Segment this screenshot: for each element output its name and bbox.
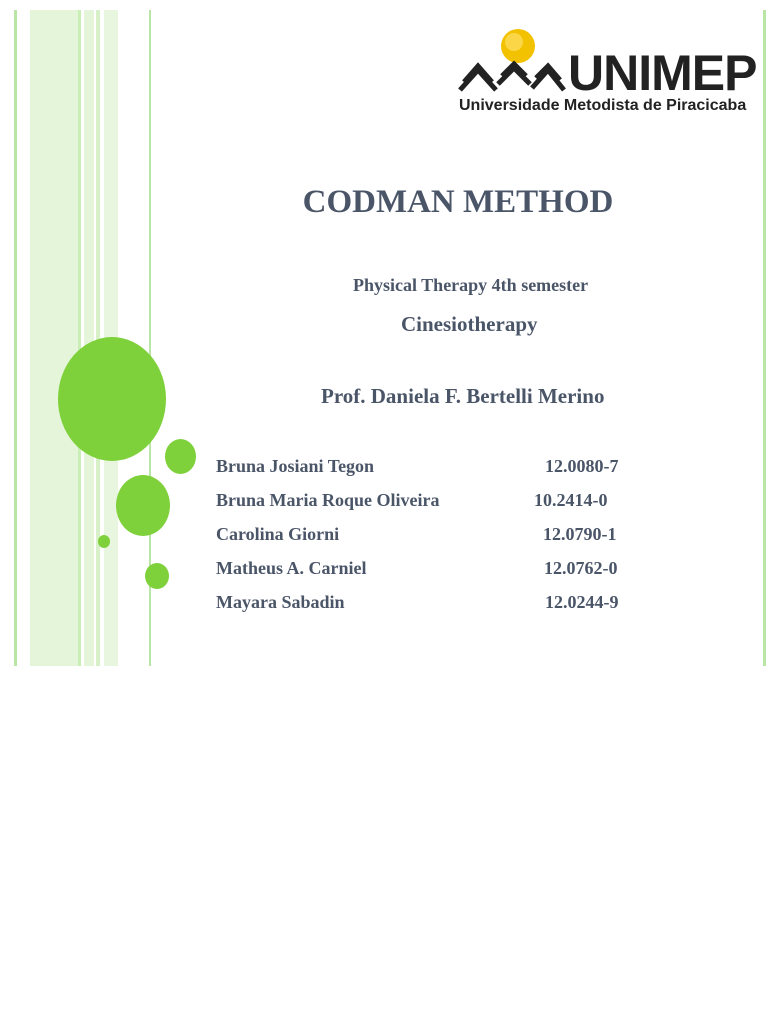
student-id: 12.0762-0 [544, 558, 618, 578]
decorative-stripe [14, 10, 17, 666]
student-name: Bruna Josiani Tegon [216, 456, 375, 476]
decorative-stripe [763, 10, 766, 666]
logo-subtitle: Universidade Metodista de Piracicaba [459, 97, 747, 114]
student-id: 10.2414-0 [534, 490, 608, 510]
green-circle-medium [116, 475, 170, 536]
subject-label: Cinesiotherapy [401, 312, 538, 336]
student-name: Mayara Sabadin [216, 592, 345, 612]
course-label: Physical Therapy 4th semester [353, 275, 589, 295]
green-circle-large [58, 337, 166, 461]
student-row [216, 488, 646, 522]
unimep-logo [456, 28, 756, 120]
green-circle-small [145, 563, 169, 589]
student-id: 12.0080-7 [545, 456, 619, 476]
student-row [216, 556, 646, 590]
unimep-stripes-sun-icon [456, 28, 566, 98]
decorative-stripe [84, 10, 94, 666]
decorative-stripe [30, 10, 78, 666]
green-circle-tiny [98, 535, 110, 548]
student-list [216, 454, 646, 624]
student-id: 12.0244-9 [545, 592, 619, 612]
professor-name: Prof. Daniela F. Bertelli Merino [321, 384, 605, 408]
student-name: Matheus A. Carniel [216, 558, 367, 578]
green-circle-small [165, 439, 196, 474]
decorative-stripe [78, 10, 81, 666]
student-row [216, 590, 646, 624]
logo-wordmark: UNIMEP [568, 45, 757, 101]
student-row [216, 454, 646, 488]
student-name: Carolina Giorni [216, 524, 340, 544]
slide-title: CODMAN METHOD [302, 184, 614, 220]
student-id: 12.0790-1 [543, 524, 617, 544]
student-row [216, 522, 646, 556]
student-name: Bruna Maria Roque Oliveira [216, 490, 440, 510]
